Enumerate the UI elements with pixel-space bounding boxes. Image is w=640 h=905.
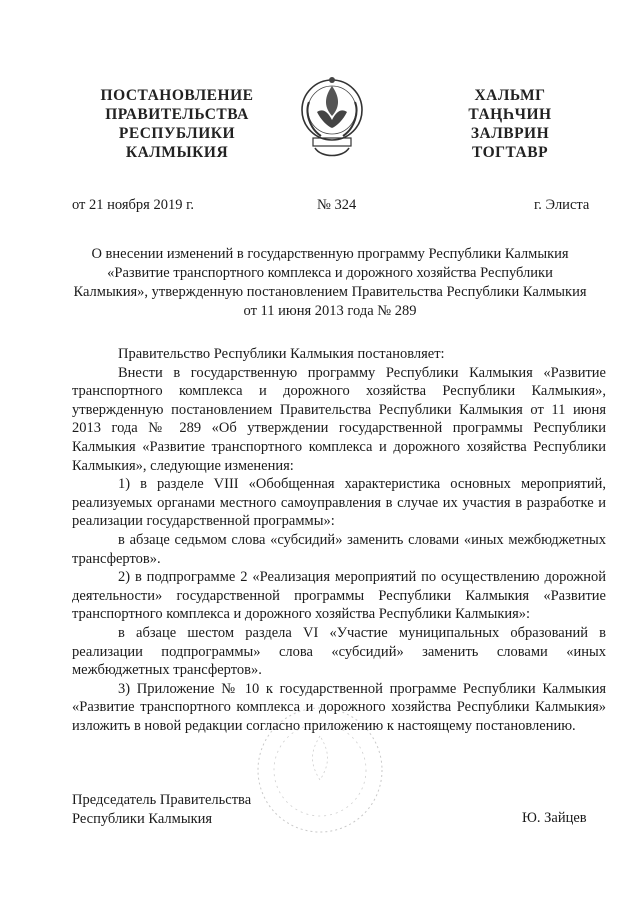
paragraph-item-1: 1) в разделе VIII «Обобщенная характеристика основных мероприятий, реализуемых органами местного самоуправления в случае их участия в разработке и реализации государственной программы»: xyxy=(72,476,606,530)
paragraph-main: Внести в государственную программу Республики Калмыкия «Развитие транспортного комплекса и дорожного хозяйства Республики Калмыкия», утвержденную постановлением Правительства Республики Калмыкия от 11 июня 2013 года № 289 «Об утверждении государственной программы Республики Калмыкия «Развитие транспортного комплекса и дорожного хозяйства Республики Калмыкия», следующие изменения: xyxy=(72,364,606,474)
signature-name: Ю. Зайцев xyxy=(522,810,587,826)
title-line: Калмыкия», утвержденную постановлением Правительства Республики Калмыкия xyxy=(73,284,587,300)
header-right-line: ТОГТАВР xyxy=(471,144,549,161)
header-right-line: ХАЛЬМГ xyxy=(474,87,546,104)
title-line: от 11 июня 2013 года № 289 xyxy=(243,303,417,319)
official-stamp-icon xyxy=(250,700,390,840)
document-date: от 21 ноября 2019 г. xyxy=(72,197,195,213)
paragraph-item-3: 3) Приложение № 10 к государственной программе Республики Калмыкия «Развитие транспортного комплекса и дорожного хозяйства Республики Калмыкия» изложить в новой редакции согласно приложению к настоящему постановлению. xyxy=(72,680,606,734)
paragraph-item-2: 2) в подпрограмме 2 «Реализация мероприятий по осуществлению дорожной деятельности» государственной программы Республики Калмыкия «Развитие транспортного комплекса и дорожного хозяйства Республики Калмыкия»: xyxy=(72,569,606,623)
paragraph-item-2-change: в абзаце шестом раздела VI «Участие муниципальных образований в реализации подпрограммы» слова «субсидий» заменить словами «иных межбюджетных трансфертов». xyxy=(72,624,606,679)
paragraph-item-1-change: в абзаце седьмом слова «субсидий» заменить словами «иных межбюджетных трансфертов». xyxy=(72,531,606,567)
paragraph-preamble: Правительство Республики Калмыкия постановляет: xyxy=(118,346,445,362)
title-line: «Развитие транспортного комплекса и дорожного хозяйства Республики xyxy=(107,265,553,281)
title-line: О внесении изменений в государственную программу Республики Калмыкия xyxy=(91,246,569,262)
document-body xyxy=(72,345,606,735)
header-right xyxy=(450,86,570,162)
document-number: № 324 xyxy=(317,197,357,213)
signature-position xyxy=(72,791,251,829)
document-title xyxy=(70,245,590,321)
header-left xyxy=(92,86,262,162)
kalmykia-emblem-icon xyxy=(295,72,369,164)
header-right-line: ЗАЛВРИН xyxy=(470,125,550,142)
header-left-line: ПРАВИТЕЛЬСТВА xyxy=(105,106,249,123)
header-left-line: ПОСТАНОВЛЕНИЕ xyxy=(100,87,254,104)
header-right-line: ТАҢҺЧИН xyxy=(468,106,552,123)
header-left-line: КАЛМЫКИЯ xyxy=(125,144,229,161)
signature-position-line: Председатель Правительства xyxy=(72,792,252,808)
header-left-line: РЕСПУБЛИКИ xyxy=(118,125,236,142)
signature-position-line: Республики Калмыкия xyxy=(72,811,213,827)
document-city: г. Элиста xyxy=(534,197,590,213)
